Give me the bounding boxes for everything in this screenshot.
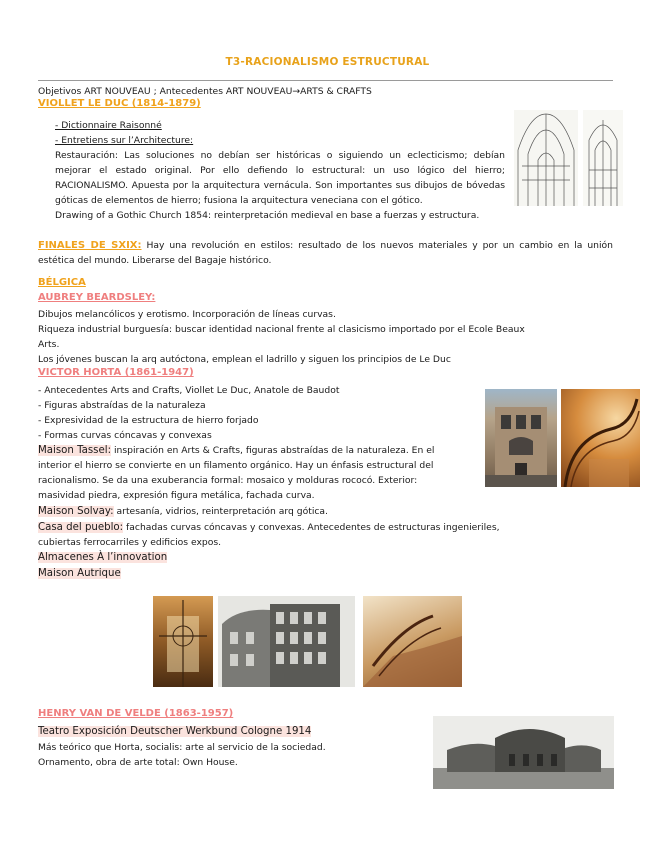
autrique-label: Maison Autrique (38, 568, 121, 579)
velde-line-2: Ornamento, obra de arte total: Own House. (38, 757, 238, 768)
viollet-paragraph-2: Drawing of a Gothic Church 1854: reinterpretación medieval en base a fuerzas y estructura. (55, 210, 480, 221)
tassel-text: inspiración en Arts & Crafts, figuras abstraídas de la naturaleza. En el (111, 445, 435, 456)
gothic-drawing-image-1 (514, 110, 578, 206)
velde-heading: HENRY VAN DE VELDE (1863-1957) (38, 708, 234, 719)
maison-tassel-facade-image (485, 389, 557, 487)
tassel-line-1 (38, 443, 434, 458)
finales-text: Hay una revolución en estilos: resultado de los nuevos materiales y por un cambio en la unión estética del mundo. Liberarse del Bagaje histórico. (38, 240, 613, 266)
horta-staircase-image (363, 596, 462, 687)
horta-interior-image (153, 596, 213, 687)
velde-teatro: Teatro Exposición Deutscher Werkbund Cologne 1914 (38, 726, 312, 737)
horta-building-image (218, 596, 355, 687)
almacenes-line (38, 550, 167, 565)
maison-tassel-stair-image (561, 389, 640, 487)
page-title: T3-RACIONALISMO ESTRUCTURAL (225, 56, 430, 68)
werkbund-theatre-image (433, 716, 614, 789)
viollet-paragraph-1: Restauración: Las soluciones no debían ser históricas o siguiendo un eclecticismo; debían mejorar el estado original. Por ello defiendo lo estructural: un uso lógico del hierro; RACIONALISMO. Apuesta por la arquitectura vernácula. Son importantes sus dibujos de bóvedas góticas de elementos de hierro; fusiona la arquitectura veneciana con el gótico. (55, 150, 505, 206)
tassel-line-2: interior el hierro se convierte en un filamento orgánico. Hay un énfasis estructural del (38, 460, 434, 471)
horta-heading: VICTOR HORTA (1861-1947) (38, 367, 194, 378)
tassel-line-3: racionalismo. Se da una exuberancia formal: mosaico y molduras rococó. Exterior: (38, 475, 418, 486)
beardsley-line-1: Dibujos melancólicos y erotismo. Incorporación de líneas curvas. (38, 309, 336, 320)
velde-teatro-line (38, 724, 311, 739)
horta-item: - Expresividad de la estructura de hierro forjado (38, 415, 259, 426)
solvay-label: Maison Solvay: (38, 506, 114, 517)
viollet-book-1: - Dictionnaire Raisonné (55, 120, 162, 131)
pueblo-line-2: cubiertas ferrocarriles y edificios expos. (38, 537, 222, 548)
gothic-drawing-image-2 (583, 110, 623, 206)
autrique-line (38, 566, 121, 581)
horta-item: - Antecedentes Arts and Crafts, Viollet Le Duc, Anatole de Baudot (38, 385, 340, 396)
horta-item: - Formas curvas cóncavas y convexas (38, 430, 212, 441)
pueblo-line-1 (38, 520, 500, 535)
title-divider (38, 80, 613, 81)
viollet-heading: VIOLLET LE DUC (1814-1879) (38, 98, 201, 109)
beardsley-line-4: Los jóvenes buscan la arq autóctona, emplean el ladrillo y siguen los principios de Le Duc (38, 354, 451, 365)
pueblo-text: fachadas curvas cóncavas y convexas. Antecedentes de estructuras ingenieriles, (123, 522, 500, 533)
pueblo-label: Casa del pueblo: (38, 522, 124, 533)
viollet-book-2: - Entretiens sur l’Architecture: (55, 135, 194, 146)
objectives-line: Objetivos ART NOUVEAU ; Antecedentes ART NOUVEAU→ARTS & CRAFTS (38, 86, 372, 97)
beardsley-line-3: Arts. (38, 339, 60, 350)
horta-item: - Figuras abstraídas de la naturaleza (38, 400, 206, 411)
finales-paragraph (38, 238, 613, 268)
tassel-label: Maison Tassel: (38, 445, 112, 456)
beardsley-heading: AUBREY BEARDSLEY: (38, 292, 156, 303)
velde-line-1: Más teórico que Horta, socialis: arte al servicio de la sociedad. (38, 742, 326, 753)
almacenes-label: Almacenes À l’innovation (38, 552, 168, 563)
solvay-text: artesanía, vidrios, reinterpretación arq gótica. (113, 506, 328, 517)
solvay-line (38, 504, 328, 519)
belgica-heading: BÉLGICA (38, 277, 86, 288)
finales-heading: FINALES DE SXIX: (38, 240, 142, 251)
beardsley-line-2: Riqueza industrial burguesía: buscar identidad nacional frente al clasicismo importado por el Ecole Beaux (38, 324, 525, 335)
tassel-line-4: masividad piedra, expresión figura metálica, fachada curva. (38, 490, 315, 501)
